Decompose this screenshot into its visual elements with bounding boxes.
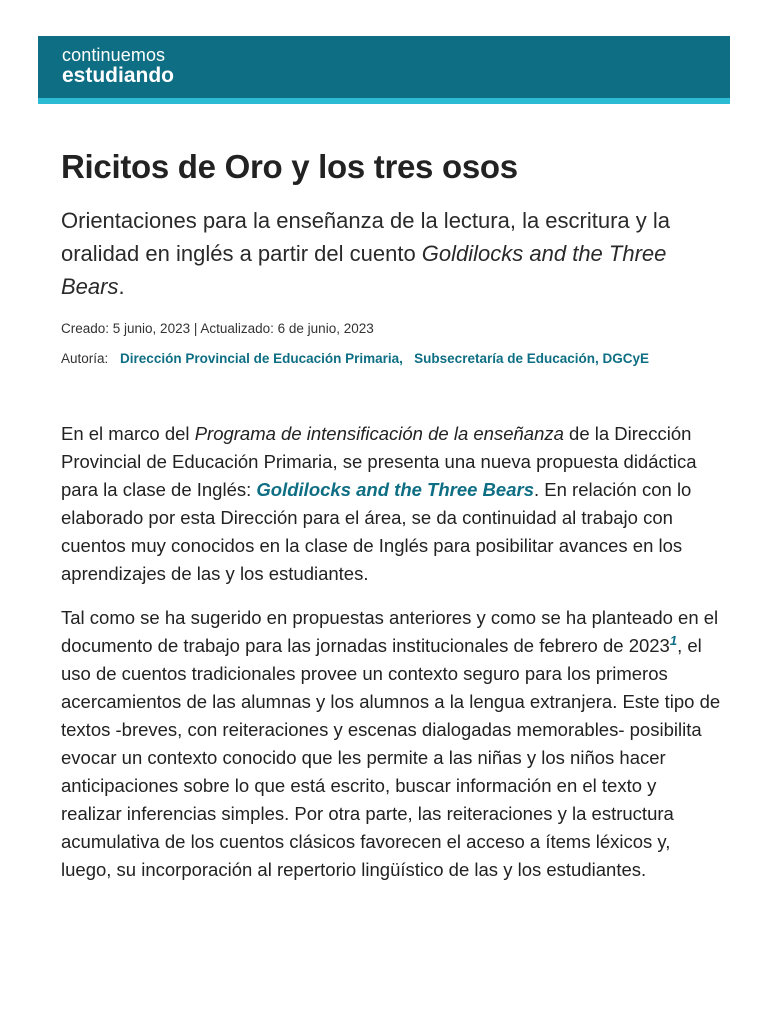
page-subtitle (61, 204, 721, 303)
subtitle-text: Orientaciones para la enseñanza de la lectura, la escritura y la oralidad en inglés a partir del cuento (61, 208, 671, 266)
site-header (38, 36, 730, 104)
subtitle-story-title: Goldilocks and the Three Bears (61, 241, 667, 299)
authors-label: Autoría: (61, 351, 109, 366)
p2-text-1: Tal como se ha sugerido en propuestas anteriores y como se ha planteado en el documento de trabajo para las jornadas institucionales de febrero de 2023 (61, 607, 719, 656)
footnote-link[interactable]: 1 (669, 632, 678, 648)
p1-text-1: En el marco del (61, 423, 195, 444)
p1-text-3: . En relación con lo elaborado por esta Dirección para el área, se da continuidad al trabajo con cuentos muy conocidos en la clase de Inglés para posibilitar avances en los aprendizajes de las y los estudiantes. (61, 479, 692, 584)
site-logo[interactable] (62, 46, 174, 86)
author-link-primaria[interactable]: Dirección Provincial de Educación Primaria, (120, 351, 403, 366)
paragraph-intro (61, 420, 721, 588)
subtitle-end: . (118, 274, 125, 299)
p1-text-2: de la Dirección Provincial de Educación Primaria, se presenta una nueva propuesta didáctica para la clase de Inglés: (61, 423, 697, 500)
logo-line-1: continuemos (62, 45, 166, 65)
page-title: Ricitos de Oro y los tres osos (61, 148, 518, 185)
paragraph-context (61, 604, 721, 884)
publication-dates: Creado: 5 junio, 2023 | Actualizado: 6 de junio, 2023 (61, 321, 374, 336)
p2-text-2: , el uso de cuentos tradicionales provee un contexto seguro para los primeros acercamientos de las alumnas y los alumnos a la lengua extranjera. Este tipo de textos -breves, con reiteraciones y escenas dialogadas memorables- posibilita evocar un contexto conocido que les permite a las niñas y los niños hacer anticipaciones sobre lo que está escrito, buscar información en el texto y realizar inferencias simples. Por otra parte, las reiteraciones y la estructura acumulativa de los cuentos clásicos favorecen el acceso a ítems léxicos y, luego, su incorporación al repertorio lingüístico de las y los estudiantes. (61, 635, 721, 880)
logo-line-2: estudiando (62, 64, 175, 87)
authors-line (61, 351, 649, 366)
goldilocks-link[interactable]: Goldilocks and the Three Bears (256, 479, 534, 500)
author-link-subsecretaria[interactable]: Subsecretaría de Educación, DGCyE (414, 351, 650, 366)
p1-program-name: Programa de intensificación de la enseñanza (194, 423, 564, 444)
